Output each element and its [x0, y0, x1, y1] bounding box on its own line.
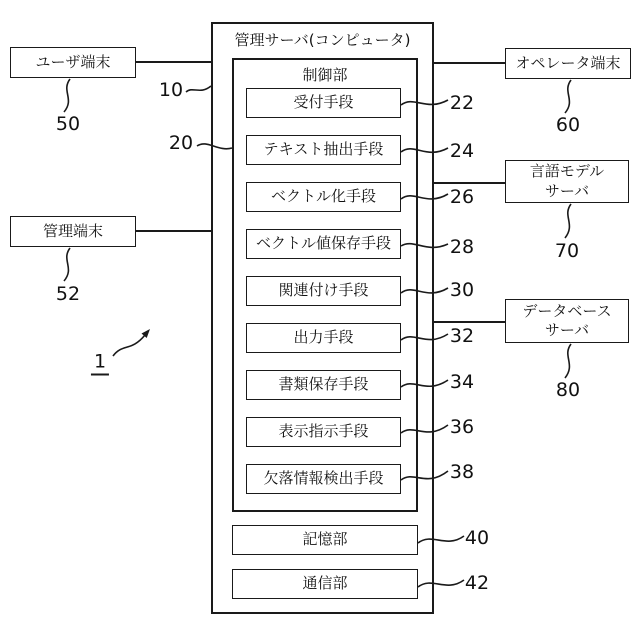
language-model-server-line1: 言語モデル	[529, 162, 605, 180]
means-label-output: 出力手段	[293, 328, 354, 347]
means-box-vector-value-storage	[246, 229, 401, 259]
ref-34: 34	[449, 371, 475, 393]
squiggle-ref-60	[565, 80, 571, 113]
ref-38: 38	[449, 461, 475, 483]
squiggle-ref-70	[565, 204, 571, 238]
ref-32: 32	[449, 325, 475, 347]
squiggle-ref-52	[64, 248, 70, 281]
ref-50: 50	[55, 113, 81, 135]
ref-26: 26	[449, 186, 475, 208]
user-terminal-label: ユーザ端末	[35, 52, 111, 71]
ref-22: 22	[449, 92, 475, 114]
means-box-display-instruction	[246, 417, 401, 447]
means-label-reception: 受付手段	[293, 93, 354, 112]
operator-terminal-label: オペレータ端末	[515, 53, 621, 72]
means-box-association	[246, 276, 401, 306]
means-label-association: 関連付け手段	[278, 281, 369, 300]
means-box-reception	[246, 88, 401, 118]
means-box-output	[246, 323, 401, 353]
system-ref-arrow	[113, 335, 145, 356]
communication-unit-label: 通信部	[302, 574, 348, 593]
control-unit-title: 制御部	[302, 66, 348, 84]
user-terminal-box	[10, 47, 136, 78]
squiggle-ref-10	[186, 86, 211, 92]
ref-30: 30	[449, 279, 475, 301]
database-server-box	[505, 299, 629, 343]
squiggle-ref-80	[565, 344, 571, 378]
management-server-title: 管理サーバ(コンピュータ)	[234, 31, 411, 49]
means-label-vector-value-storage: ベクトル値保存手段	[255, 234, 391, 253]
operator-terminal-box	[505, 48, 631, 79]
database-server-line2: サーバ	[544, 321, 590, 339]
squiggle-ref-50	[64, 79, 70, 112]
ref-52: 52	[55, 283, 81, 305]
means-label-vectorization: ベクトル化手段	[270, 187, 376, 206]
storage-unit-box	[232, 525, 418, 555]
means-box-missing-info-detection	[246, 464, 401, 494]
means-label-display-instruction: 表示指示手段	[278, 422, 369, 441]
ref-20: 20	[168, 132, 194, 154]
means-label-missing-info-detection: 欠落情報検出手段	[263, 469, 384, 488]
ref-70: 70	[554, 240, 580, 262]
language-model-server-box	[505, 160, 629, 203]
ref-1-system: 1	[91, 351, 109, 376]
ref-40: 40	[464, 527, 490, 549]
communication-unit-box	[232, 569, 418, 599]
ref-36: 36	[449, 416, 475, 438]
language-model-server-line2: サーバ	[544, 181, 590, 200]
admin-terminal-box	[10, 216, 136, 247]
ref-60: 60	[555, 114, 581, 136]
means-box-text-extraction	[246, 135, 401, 165]
means-label-document-storage: 書類保存手段	[278, 375, 369, 394]
admin-terminal-label: 管理端末	[42, 221, 103, 240]
ref-28: 28	[449, 236, 475, 258]
means-label-text-extraction: テキスト抽出手段	[263, 140, 384, 159]
database-server-line1: データベース	[522, 301, 612, 320]
ref-24: 24	[449, 140, 475, 162]
system-ref-arrowhead	[142, 329, 151, 338]
ref-80: 80	[555, 379, 581, 401]
means-box-vectorization	[246, 182, 401, 212]
means-box-document-storage	[246, 370, 401, 400]
storage-unit-label: 記憶部	[302, 530, 348, 549]
ref-10: 10	[158, 79, 184, 101]
ref-42: 42	[464, 572, 490, 594]
